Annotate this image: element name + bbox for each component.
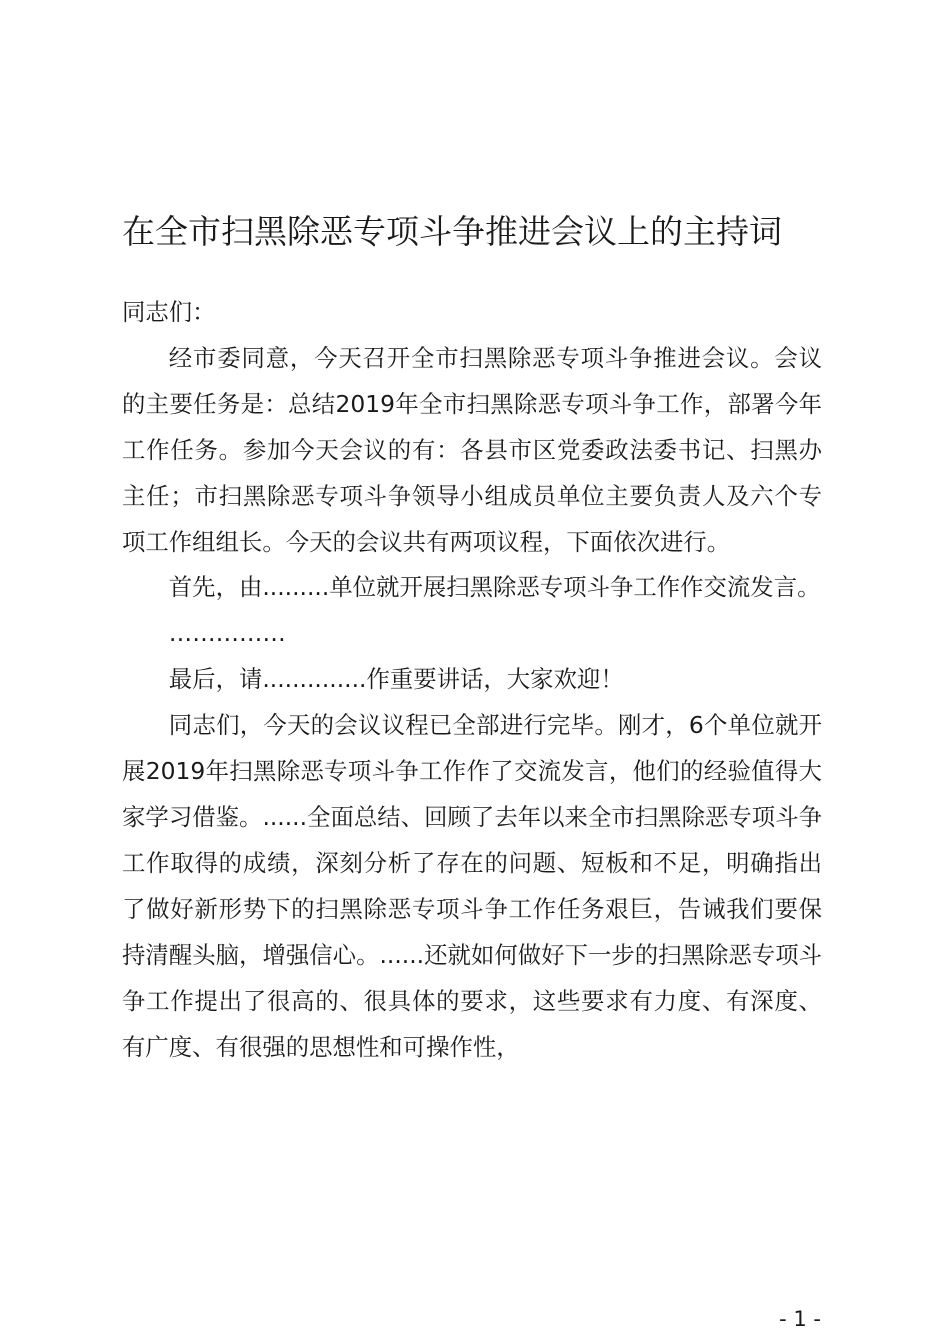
page-number: - 1 - bbox=[779, 1307, 821, 1331]
paragraph-ellipsis: …………… bbox=[168, 619, 286, 648]
document-body bbox=[122, 290, 822, 1070]
paragraph-final-agenda: 最后，请..............作重要讲话，大家欢迎！ bbox=[168, 665, 624, 694]
paragraph-opening: 经市委同意，今天召开全市扫黑除恶专项斗争推进会议。会议的主要任务是：总结2019年全市扫黑除恶专项斗争工作，部署今年工作任务。参加今天会议的有：各县市区党委政法委书记、扫黑办主任；市扫黑除恶专项斗争领导小组成员单位主要负责人及六个专项工作组组长。今天的会议共有两项议程，下面依次进行。 bbox=[122, 343, 822, 556]
salutation: 同志们： bbox=[122, 298, 216, 326]
paragraph-first-agenda: 首先，由.........单位就开展扫黑除恶专项斗争工作作交流发言。 bbox=[168, 573, 821, 602]
paragraph-summary: 同志们，今天的会议议程已全部进行完毕。刚才，6个单位就开展2019年扫黑除恶专项斗争工作作了交流发言，他们的经验值得大家学习借鉴。......全面总结、回顾了去年以来全市扫黑除恶专项斗争工作取得的成绩，深刻分析了存在的问题、短板和不足，明确指出了做好新形势下的扫黑除恶专项斗争工作任务艰巨，告诫我们要保持清醒头脑，增强信心。......还就如何做好下一步的扫黑除恶专项斗争工作提出了很高的、很具体的要求，这些要求有力度、有深度、有广度、有很强的思想性和可操作性， bbox=[122, 711, 822, 1061]
document-title: 在全市扫黑除恶专项斗争推进会议上的主持词 bbox=[122, 212, 782, 251]
